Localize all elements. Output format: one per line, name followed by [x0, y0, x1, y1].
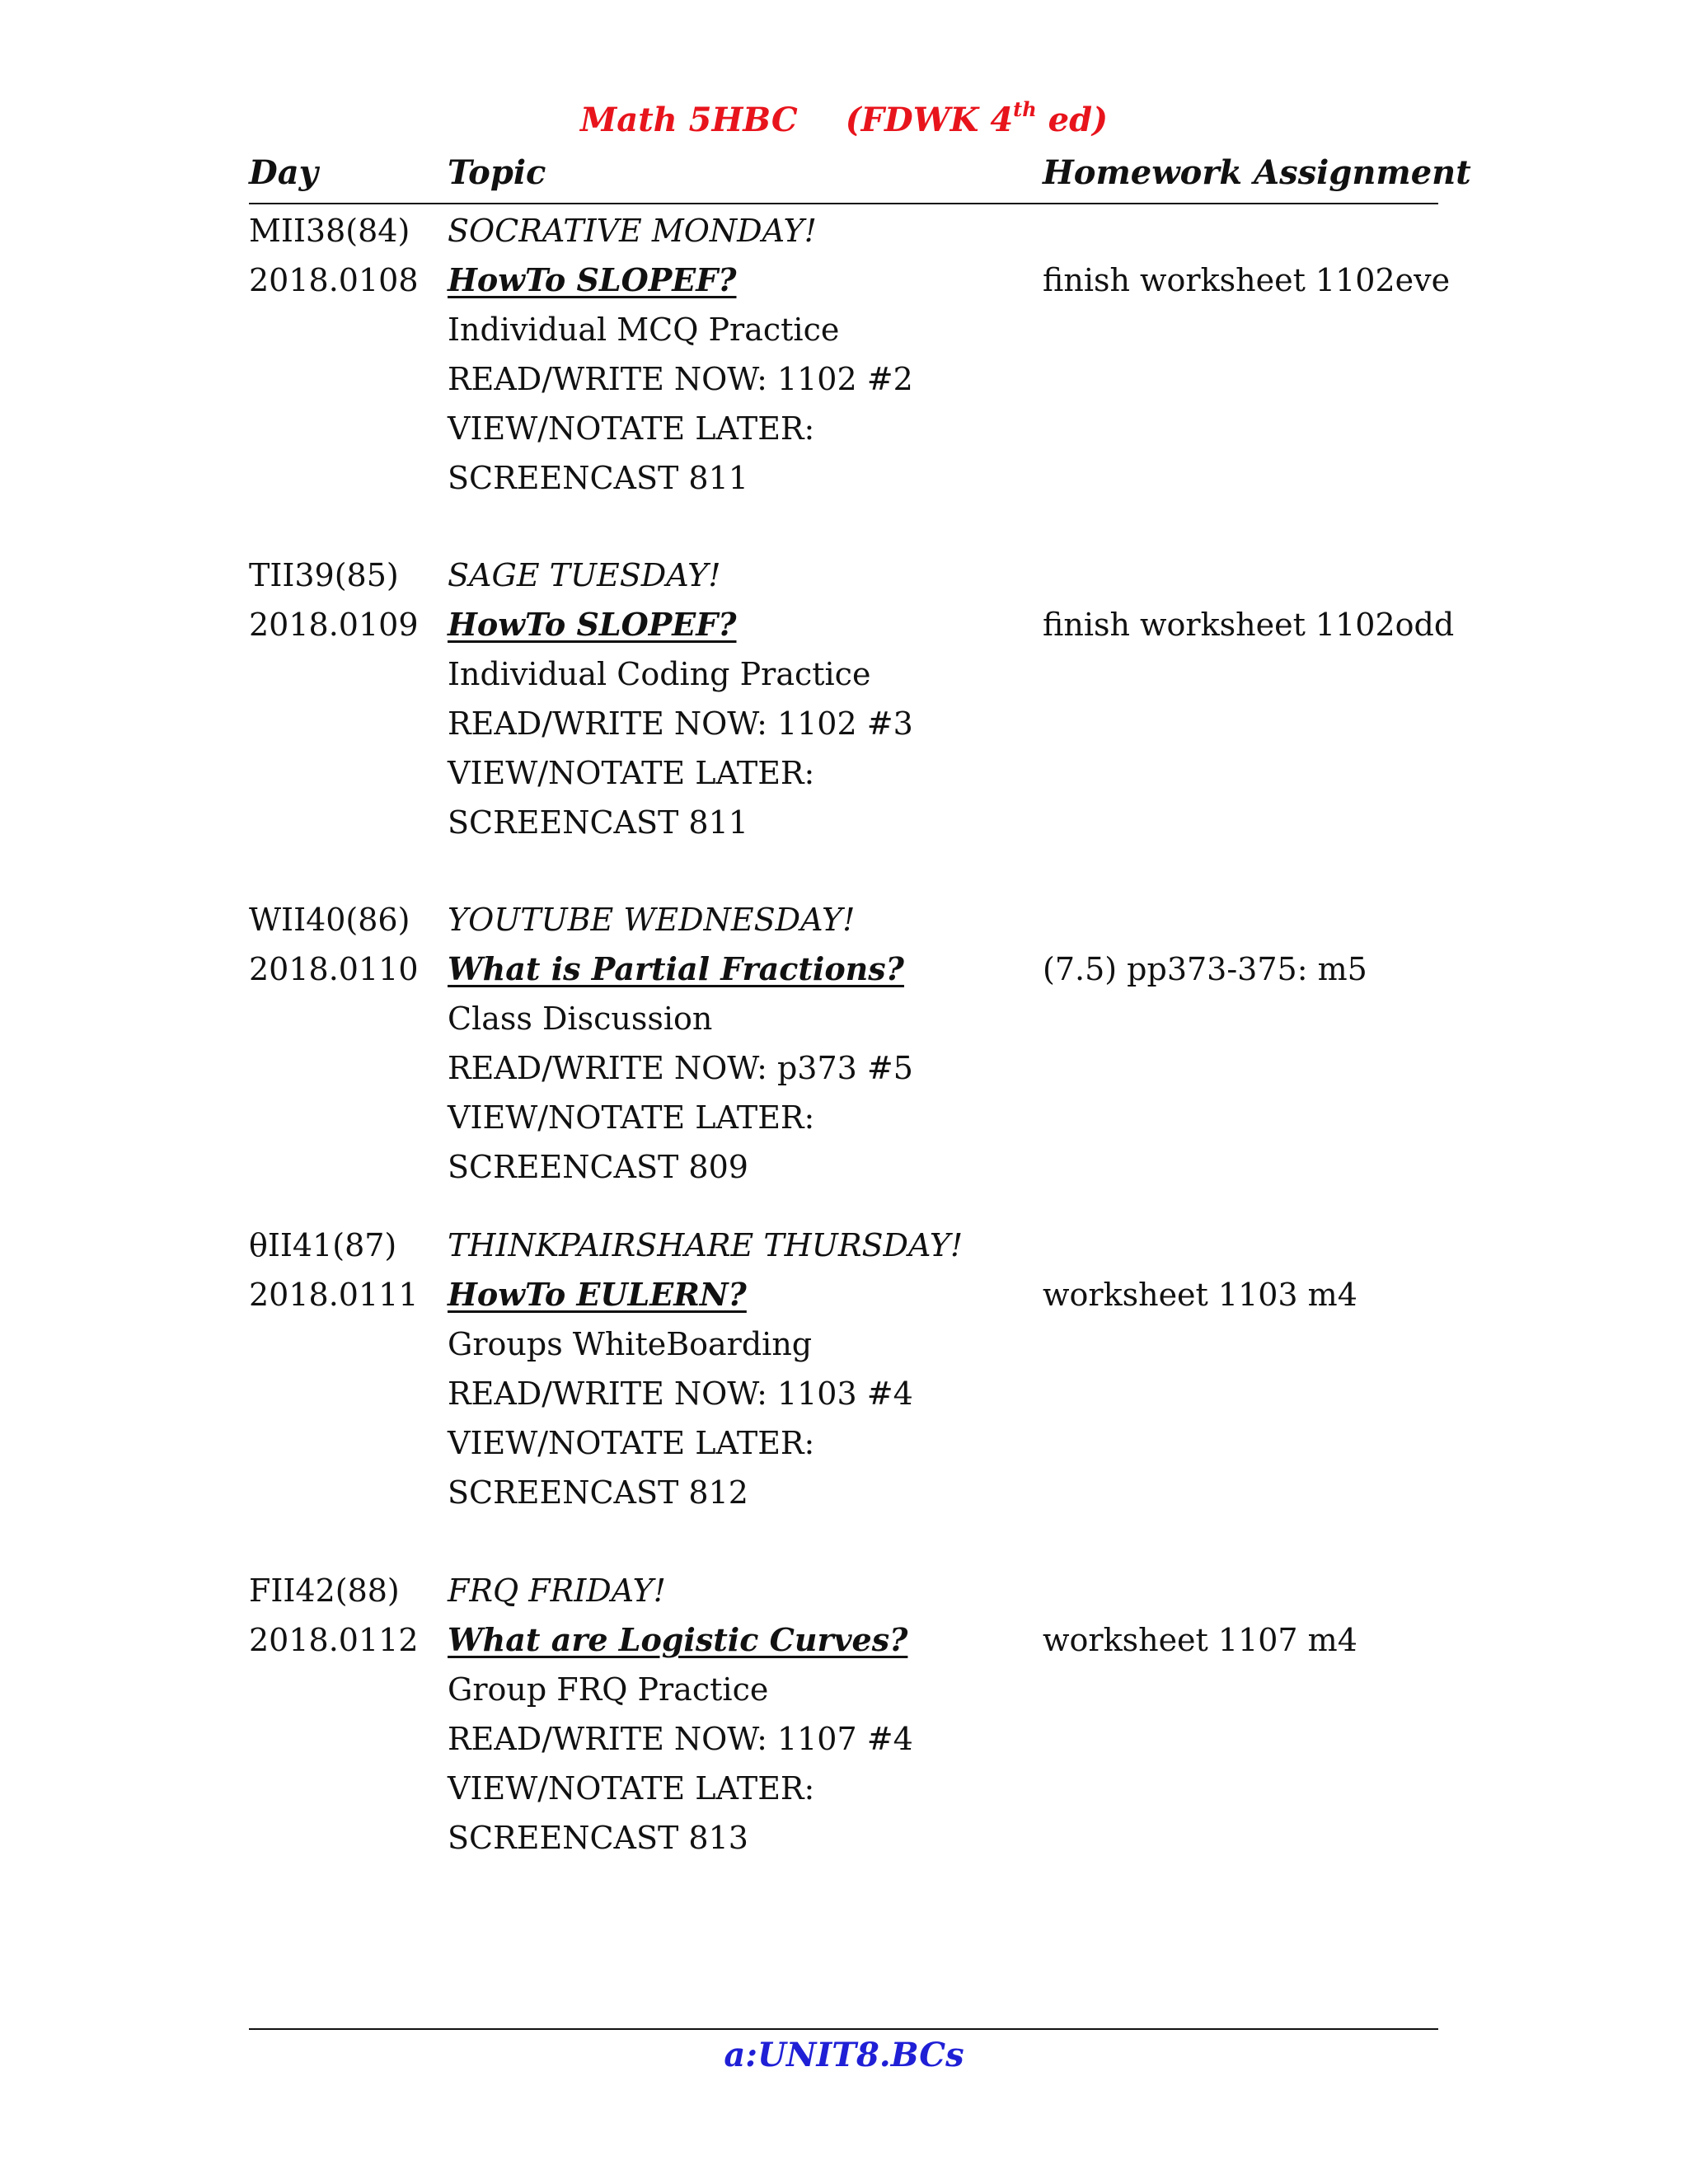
- screencast: SCREENCAST 811: [448, 460, 748, 496]
- view-notate-later: VIEW/NOTATE LATER:: [448, 1770, 815, 1807]
- day-code: WII40(86): [249, 902, 410, 938]
- homework-assignment: finish worksheet 1102eve: [1043, 262, 1451, 298]
- view-notate-later: VIEW/NOTATE LATER:: [448, 755, 815, 791]
- day-code: FII42(88): [249, 1572, 400, 1609]
- read-write-now: READ/WRITE NOW: 1107 #4: [448, 1721, 913, 1757]
- activity: Groups WhiteBoarding: [448, 1326, 813, 1362]
- footer-label: a:UNIT8.BCs: [724, 2036, 964, 2074]
- day-theme: FRQ FRIDAY!: [448, 1572, 666, 1609]
- screencast: SCREENCAST 811: [448, 804, 748, 841]
- column-header-homework: Homework Assignment: [1043, 153, 1471, 192]
- edition-superscript: th: [1013, 97, 1037, 121]
- lesson-title: What is Partial Fractions?: [448, 950, 904, 987]
- view-notate-later: VIEW/NOTATE LATER:: [448, 410, 815, 447]
- day-date: 2018.0109: [249, 607, 419, 643]
- day-code: θII41(87): [249, 1227, 397, 1263]
- day-date: 2018.0112: [249, 1622, 419, 1658]
- lesson-title: HowTo EULERN?: [448, 1276, 747, 1313]
- screencast: SCREENCAST 809: [448, 1149, 748, 1185]
- view-notate-later: VIEW/NOTATE LATER:: [448, 1099, 815, 1136]
- read-write-now: READ/WRITE NOW: 1102 #3: [448, 705, 913, 742]
- column-header-topic: Topic: [448, 153, 546, 192]
- day-code: MII38(84): [249, 213, 410, 249]
- day-code: TII39(85): [249, 557, 399, 593]
- day-theme: THINKPAIRSHARE THURSDAY!: [448, 1227, 964, 1263]
- read-write-now: READ/WRITE NOW: p373 #5: [448, 1050, 913, 1086]
- day-date: 2018.0111: [249, 1277, 419, 1313]
- read-write-now: READ/WRITE NOW: 1102 #2: [448, 361, 913, 397]
- homework-assignment: worksheet 1107 m4: [1043, 1622, 1357, 1658]
- activity: Group FRQ Practice: [448, 1671, 769, 1708]
- day-theme: YOUTUBE WEDNESDAY!: [448, 902, 856, 938]
- homework-assignment: worksheet 1103 m4: [1043, 1277, 1357, 1313]
- homework-assignment: (7.5) pp373-375: m5: [1043, 951, 1367, 987]
- screencast: SCREENCAST 813: [448, 1820, 748, 1856]
- homework-assignment: finish worksheet 1102odd: [1043, 607, 1455, 643]
- activity: Class Discussion: [448, 1001, 713, 1037]
- day-theme: SAGE TUESDAY!: [448, 557, 721, 593]
- course-name: Math 5HBC: [580, 101, 798, 139]
- day-date: 2018.0108: [249, 262, 419, 298]
- activity: Individual MCQ Practice: [448, 312, 840, 348]
- read-write-now: READ/WRITE NOW: 1103 #4: [448, 1376, 913, 1412]
- textbook-edition-prefix: (FDWK 4: [845, 101, 1014, 139]
- textbook-edition: [845, 97, 1108, 139]
- screencast: SCREENCAST 812: [448, 1474, 748, 1511]
- column-header-day: Day: [249, 153, 318, 192]
- day-date: 2018.0110: [249, 951, 419, 987]
- textbook-edition-suffix: ed): [1036, 101, 1108, 139]
- day-theme: SOCRATIVE MONDAY!: [448, 213, 817, 249]
- page-title: [0, 97, 1688, 139]
- header-divider: [249, 203, 1438, 204]
- activity: Individual Coding Practice: [448, 656, 871, 692]
- view-notate-later: VIEW/NOTATE LATER:: [448, 1425, 815, 1461]
- footer-divider: [249, 2028, 1438, 2030]
- lesson-title: HowTo SLOPEF?: [448, 606, 737, 643]
- lesson-title: What are Logistic Curves?: [448, 1621, 908, 1658]
- column-headers: [0, 153, 1688, 203]
- lesson-title: HowTo SLOPEF?: [448, 261, 737, 298]
